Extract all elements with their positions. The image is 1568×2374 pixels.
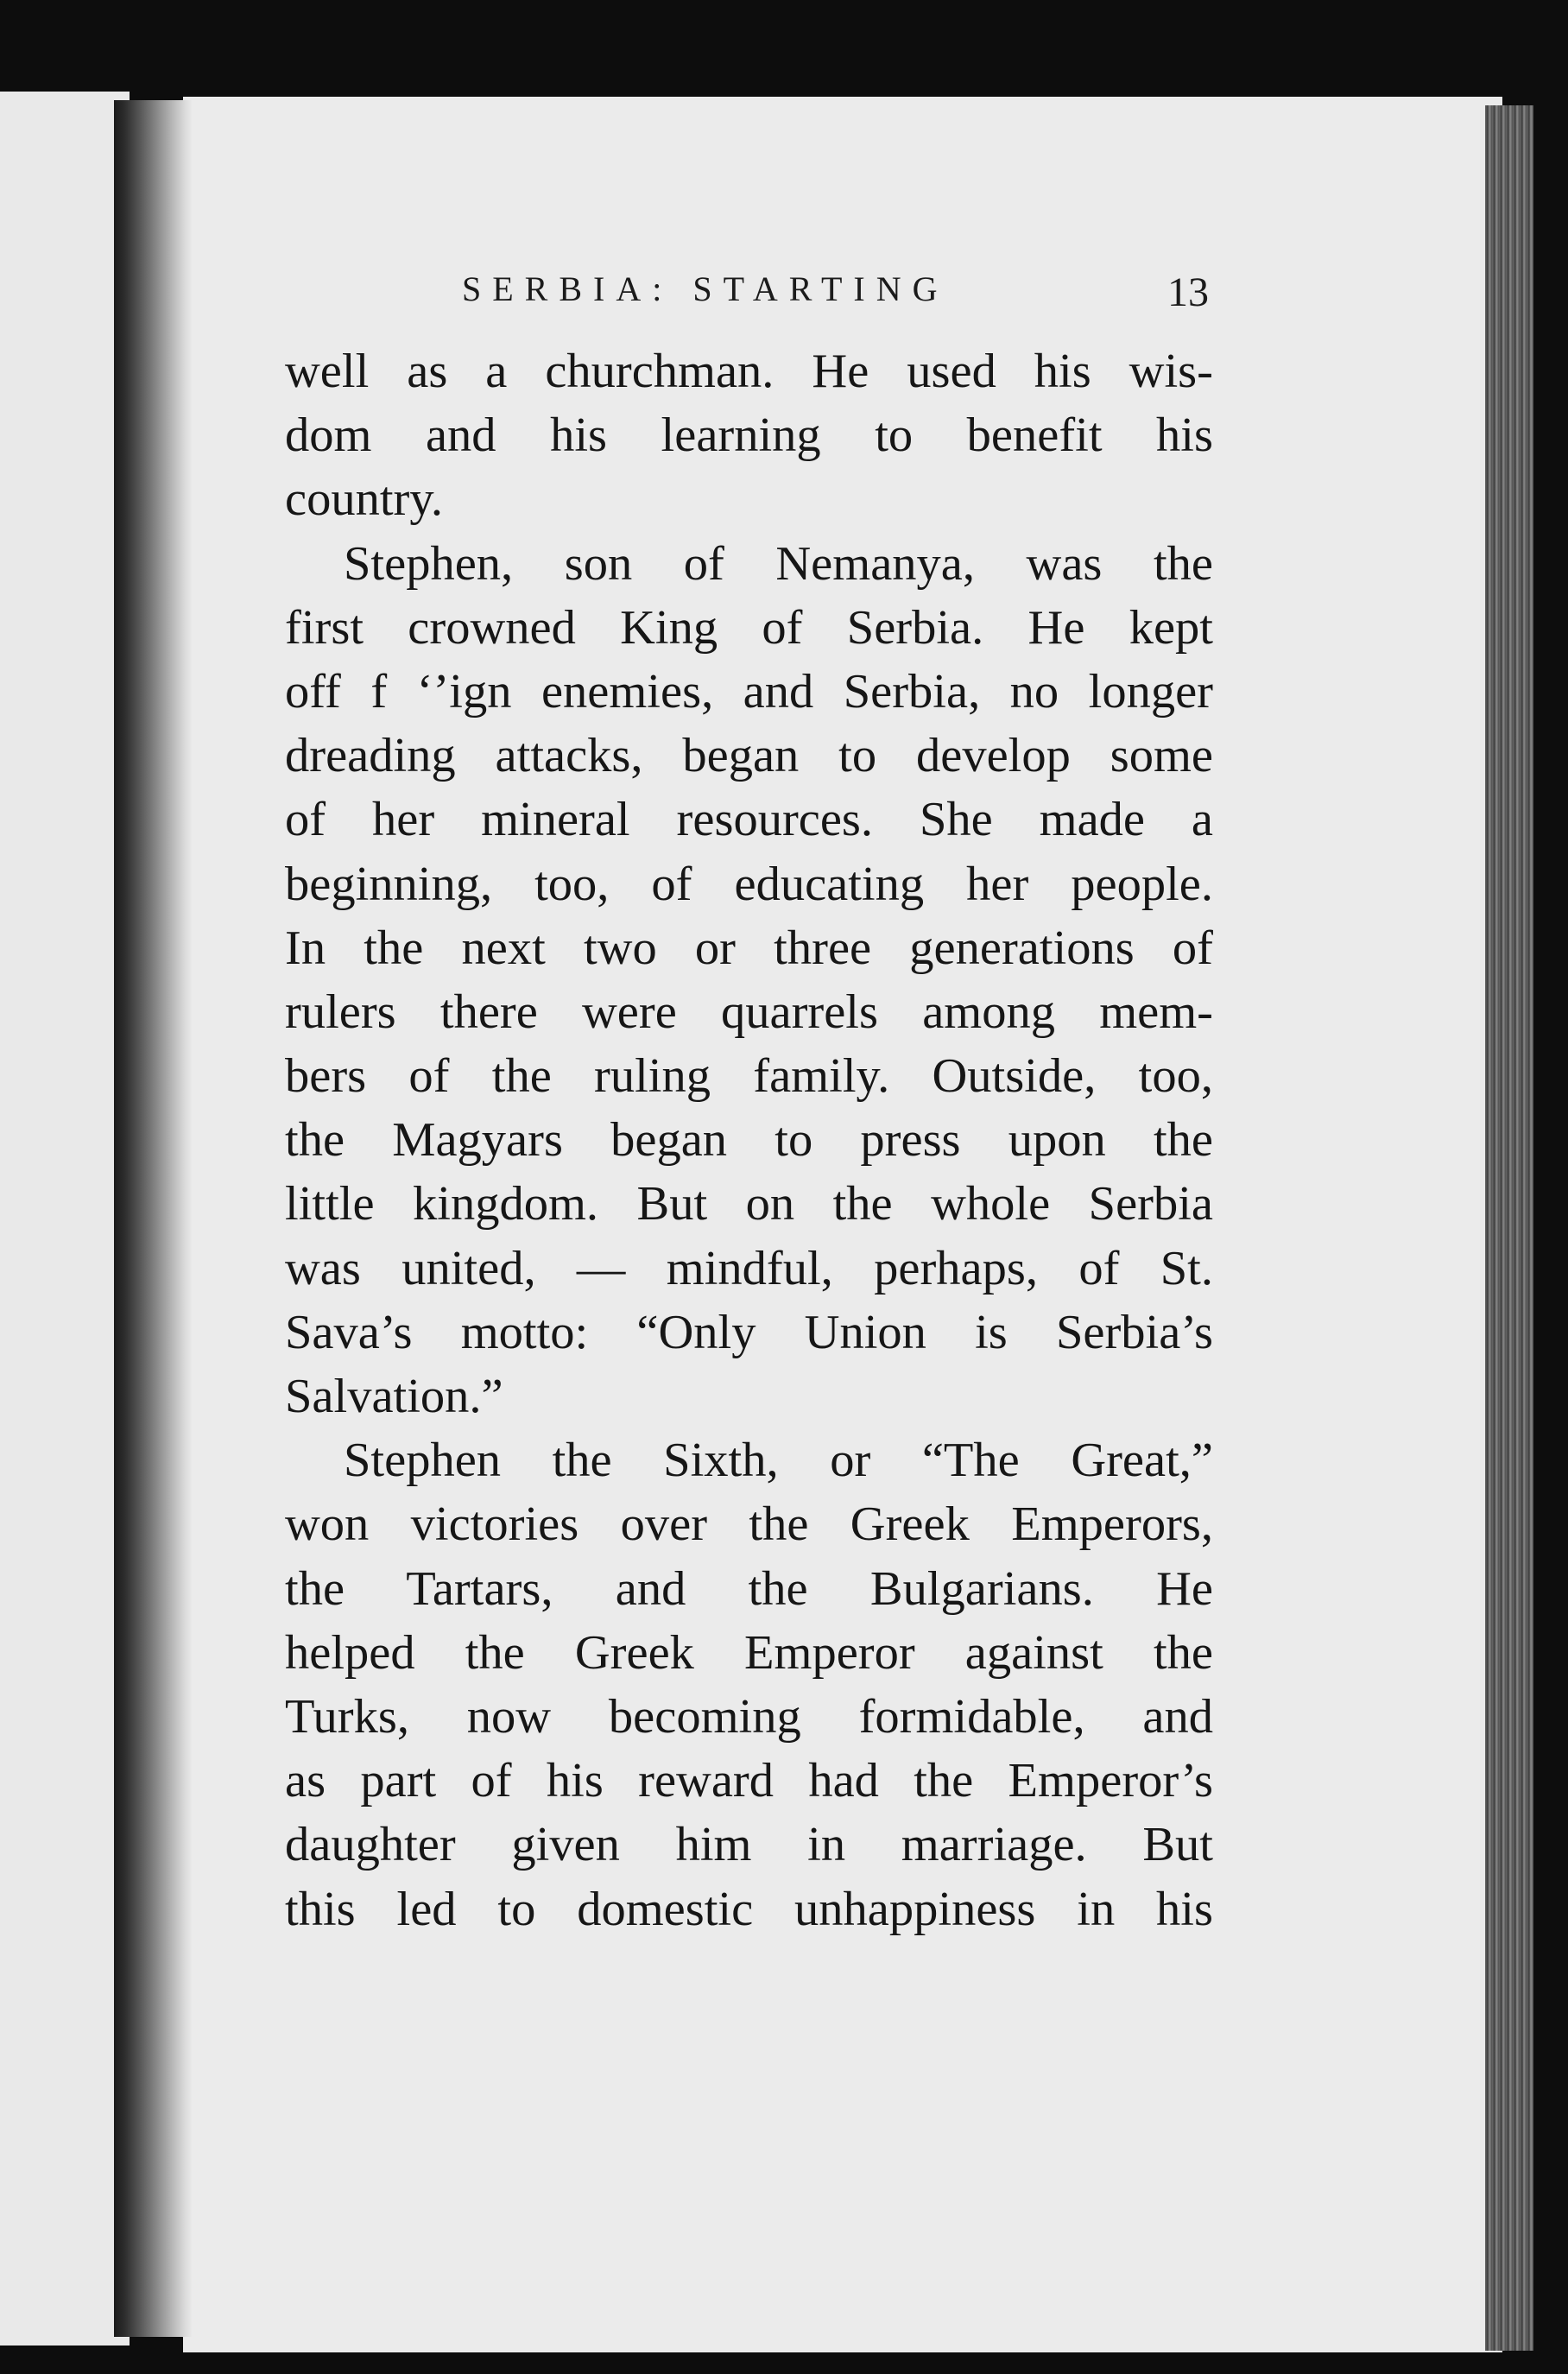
binding-gutter-shadow — [114, 100, 193, 2337]
text-line: of her mineral resources. She made a — [285, 793, 1213, 847]
text-line: country. — [285, 472, 444, 527]
text-line: was united, — mindful, perhaps, of St. — [285, 1241, 1213, 1295]
text-line: this led to domestic unhappiness in his — [285, 1882, 1213, 1936]
text-line: helped the Greek Emperor against the — [285, 1625, 1213, 1680]
text-line: dreading attacks, began to develop some — [285, 729, 1213, 783]
text-line: well as a churchman. He used his wis- — [285, 345, 1213, 398]
text-line: bers of the ruling family. Outside, too, — [285, 1049, 1213, 1104]
text-line: Salvation.” — [285, 1370, 503, 1423]
page-header — [0, 263, 1568, 324]
text-line: Turks, now becoming formidable, and — [285, 1689, 1213, 1744]
text-line: In the next two or three generations of — [285, 921, 1213, 975]
text-line: dom and his learning to benefit his — [285, 408, 1213, 463]
text-line: daughter given him in marriage. But — [285, 1818, 1213, 1872]
text-line: as part of his reward had the Emperor’s — [285, 1754, 1213, 1808]
text-line: off f ‘’ign enemies, and Serbia, no longer — [285, 664, 1213, 719]
text-line: first crowned King of Serbia. He kept — [285, 600, 1213, 655]
text-line: the Magyars began to press upon the — [285, 1113, 1213, 1168]
text-line: Stephen, son of Nemanya, was the — [344, 536, 1213, 591]
text-line: Sava’s motto: “Only Union is Serbia’s — [285, 1305, 1213, 1359]
page-number: 13 — [1167, 269, 1209, 315]
running-head: SERBIA: STARTING — [462, 269, 949, 308]
text-line: little kingdom. But on the whole Serbia — [285, 1177, 1213, 1231]
text-line: beginning, too, of educating her people. — [285, 857, 1213, 911]
page-fore-edge — [1485, 105, 1533, 2351]
text-line: won victories over the Greek Emperors, — [285, 1497, 1213, 1552]
body-text — [285, 339, 1213, 1941]
text-line: Stephen the Sixth, or “The Great,” — [344, 1434, 1213, 1488]
text-line: rulers there were quarrels among mem- — [285, 984, 1213, 1039]
text-line: the Tartars, and the Bulgarians. He — [285, 1561, 1213, 1616]
facing-page-edge — [0, 92, 130, 2346]
